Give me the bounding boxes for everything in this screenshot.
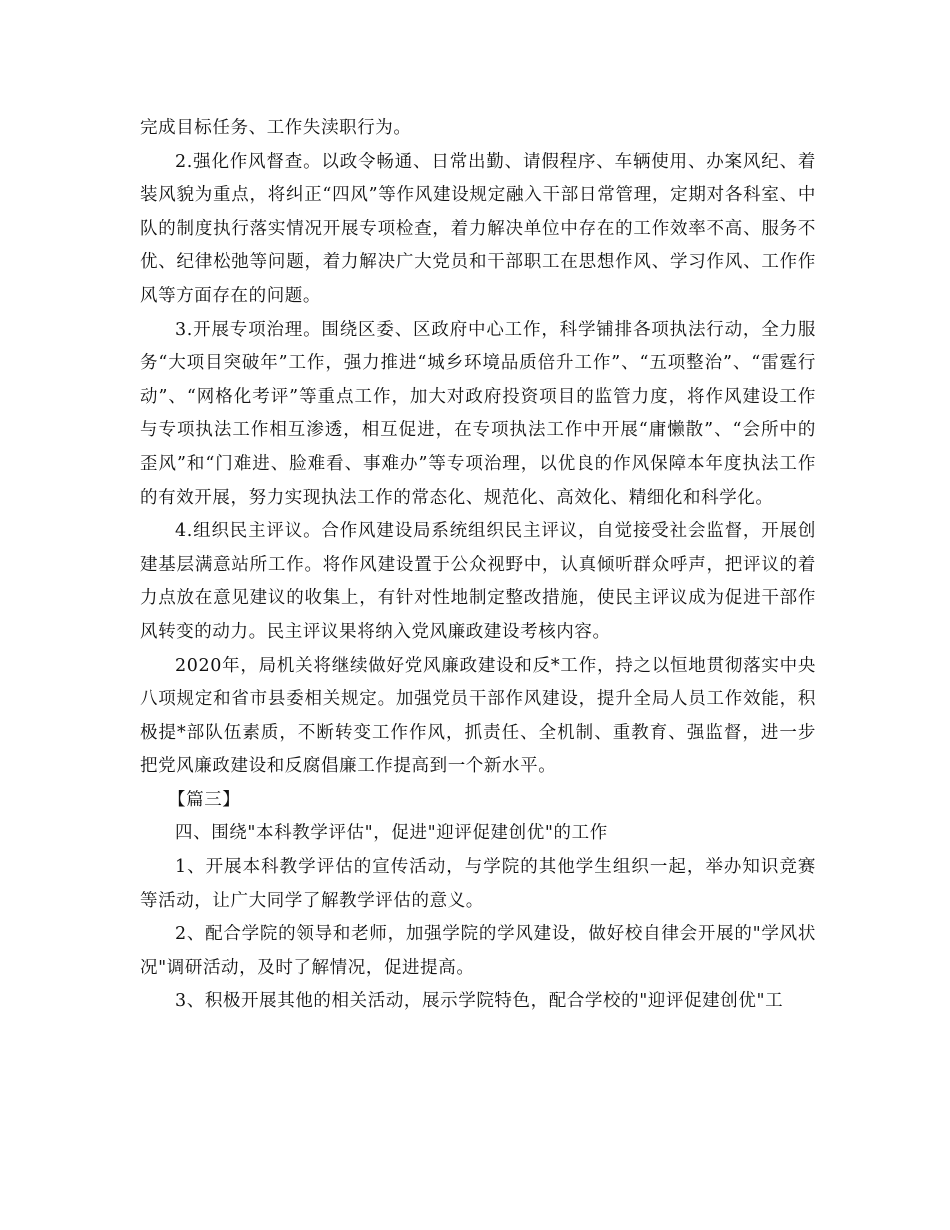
document-body xyxy=(140,112,816,1019)
section-heading: 【篇三】 xyxy=(168,789,241,810)
paragraph-summary: 2020年，局机关将继续做好党风廉政建设和反*工作，持之以恒地贯彻落实中央八项规定和省市县委相关规定。加强党员干部作风建设，提升全局人员工作效能，积极提*部队伍素质，不断转变工作作风，抓责任、全机制、重教育、强监督，进一步把党风廉政建设和反腐倡廉工作提高到一个新水平。 xyxy=(140,655,816,777)
paragraph-item-3: 3.开展专项治理。围绕区委、区政府中心工作，科学铺排各项执法行动，全力服务“大项目突破年”工作，强力推进“城乡环境品质倍升工作”、“五项整治”、“雷霆行动”、“网格化考评”等重点工作，加大对政府投资项目的监管力度，将作风建设工作与专项执法工作相互渗透，相互促进，在专项执法工作中开展“庸懒散”、“会所中的歪风”和“门难进、脸难看、事难办”等专项治理，以优良的作风保障本年度执法工作的有效开展，努力实现执法工作的常态化、规范化、高效化、精细化和科学化。 xyxy=(140,319,816,508)
list-item-1: 1、开展本科教学评估的宣传活动，与学院的其他学生组织一起，举办知识竞赛等活动，让广大同学了解教学评估的意义。 xyxy=(140,857,816,911)
list-item-2: 2、配合学院的领导和老师，加强学院的学风建设，做好校自律会开展的"学风状况"调研活动，及时了解情况，促进提高。 xyxy=(140,924,816,978)
paragraph-item-2: 2.强化作风督查。以政令畅通、日常出勤、请假程序、车辆使用、办案风纪、着装风貌为重点，将纠正“四风”等作风建设规定融入干部日常管理，定期对各科室、中队的制度执行落实情况开展专项检查，着力解决单位中存在的工作效率不高、服务不优、纪律松弛等问题，着力解决广大党员和干部职工在思想作风、学习作风、工作作风等方面存在的问题。 xyxy=(140,151,816,306)
paragraph-continuation: 完成目标任务、工作失渎职行为。 xyxy=(140,118,412,138)
list-item-3: 3、积极开展其他的相关活动，展示学院特色，配合学校的"迎评促建创优"工 xyxy=(175,991,784,1012)
subsection-heading: 四、围绕"本科教学评估"，促进"迎评促建创优"的工作 xyxy=(175,823,608,844)
paragraph-item-4: 4.组织民主评议。合作风建设局系统组织民主评议，自觉接受社会监督，开展创建基层满意站所工作。将作风建设置于公众视野中，认真倾听群众呼声，把评议的着力点放在意见建议的收集上，有针对性地制定整改措施，使民主评议成为促进干部作风转变的动力。民主评议果将纳入党风廉政建设考核内容。 xyxy=(140,521,816,642)
